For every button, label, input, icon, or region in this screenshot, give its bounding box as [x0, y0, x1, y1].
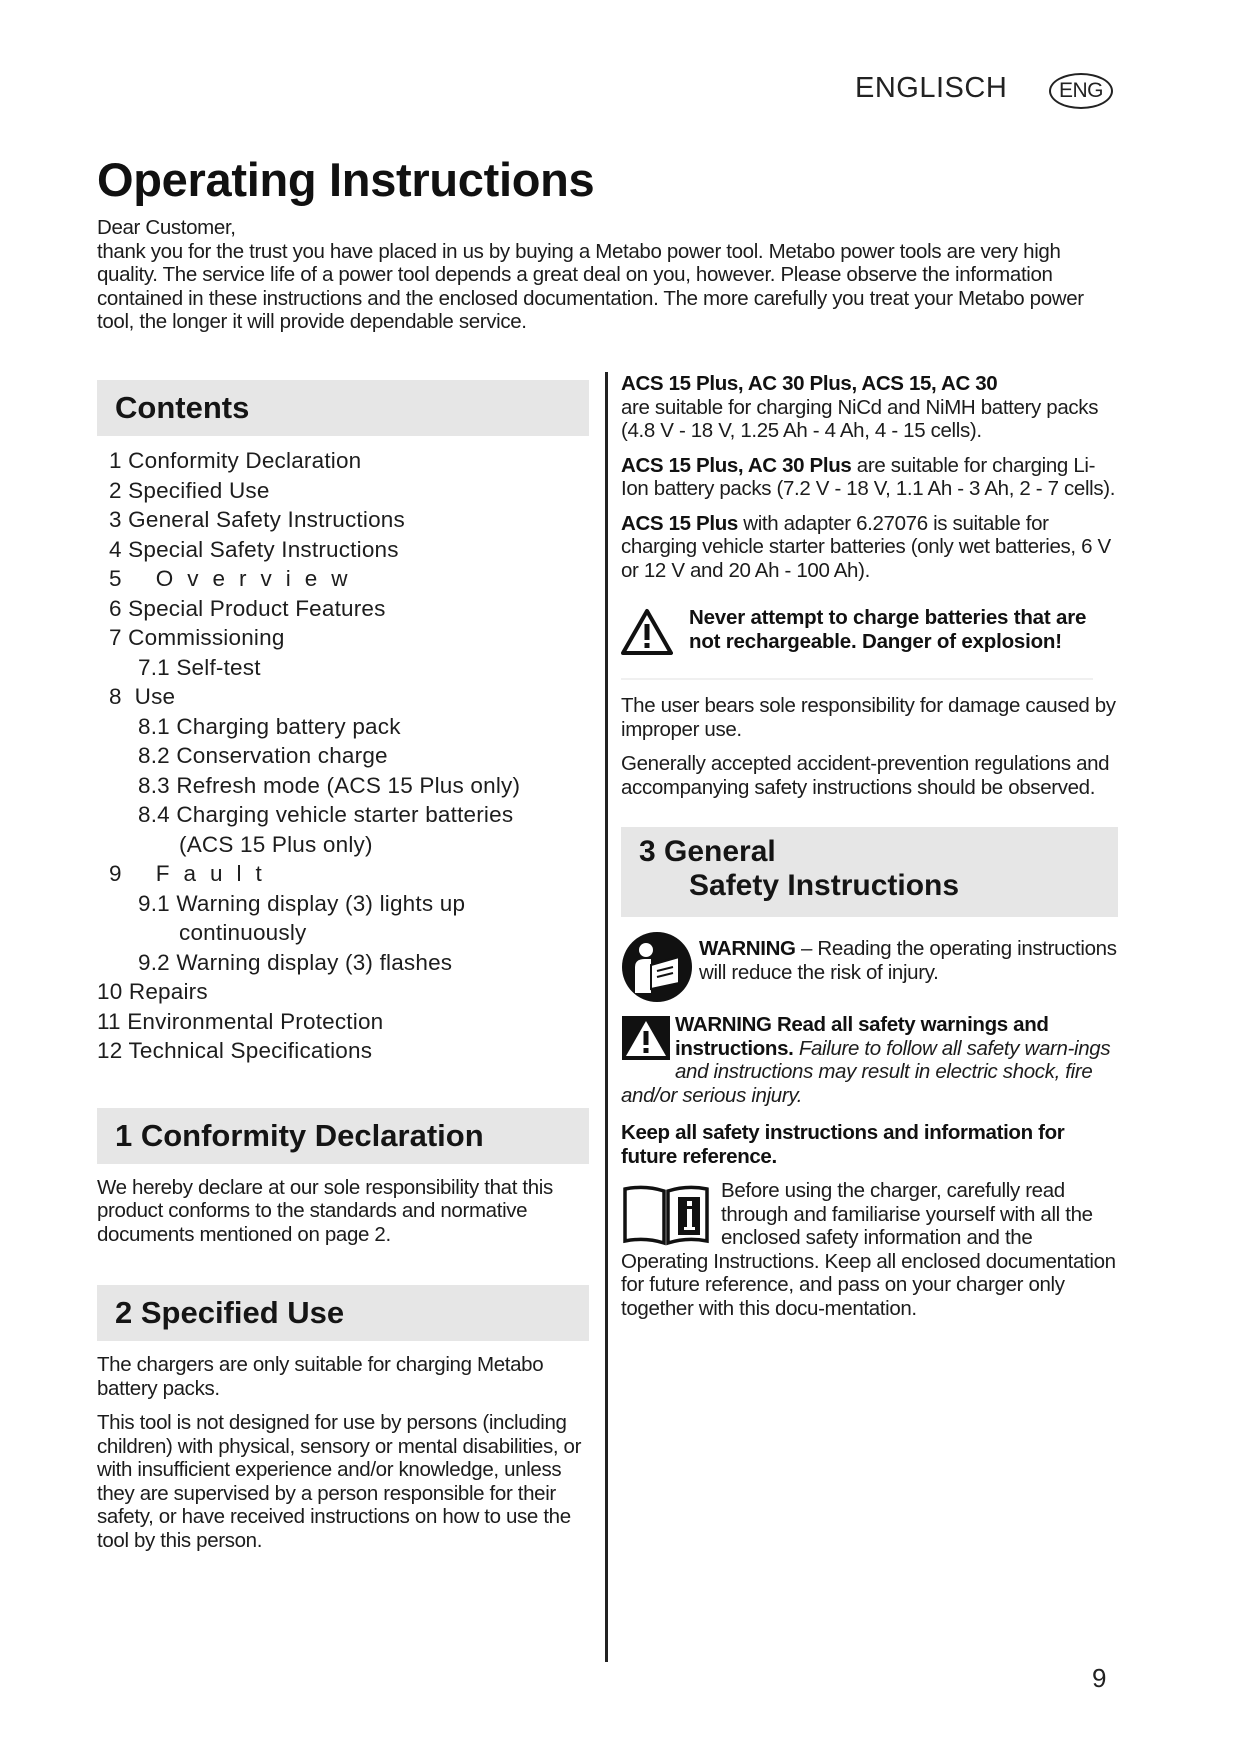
models-all: ACS 15 Plus, AC 30 Plus, ACS 15, AC 30: [621, 372, 998, 395]
language-label: ENGLISCH: [855, 72, 1008, 104]
toc-item: 1 Conformity Declaration: [109, 448, 362, 473]
toc-item: 9.1 Warning display (3) lights up: [138, 890, 466, 916]
models-plus-text: are suitable for charging Li-Ion battery packs (7.2 V - 18 V, 1.1 Ah - 3 Ah, 2 - 7 cells).: [621, 453, 1116, 500]
conformity-text: We hereby declare at our sole responsibility that this product conforms to the standards and normative documents mentioned on page 2.: [97, 1175, 553, 1246]
contents-list: [97, 446, 589, 1066]
read-manual-text: [699, 937, 1118, 984]
before-use-block: [621, 1179, 1118, 1320]
safety-warnings-block: [621, 1013, 1118, 1107]
danger-rule: [621, 678, 1093, 680]
models-plus: ACS 15 Plus, AC 30 Plus: [621, 453, 852, 477]
before-use-text: Before using the charger, carefully read through and familiarise yourself with all the enclosed safety information and the Operating Instructions. Keep all enclosed documentation for future reference, and pass on your charger only together with this docu-mentation.: [621, 1179, 1116, 1320]
safety-warnings-text: [621, 1013, 1118, 1107]
danger-warning: [621, 606, 1118, 656]
intro-body: thank you for the trust you have placed in us by buying a Metabo power tool. Metabo power tools are very high quality. The service life of a power tool depends a great deal on you, however. Please observe the information contained in these instructions and the enclosed documentation. The more carefully you treat your Metabo power tool, the longer it will provide dependable service.: [97, 239, 1084, 333]
right-column: [621, 372, 1118, 1331]
toc-item: 8.3 Refresh mode (ACS 15 Plus only): [138, 772, 521, 798]
toc-item: 7.1 Self-test: [138, 654, 261, 680]
toc-item: 11 Environmental Protection: [97, 1008, 384, 1034]
regulations-text: Generally accepted accident-prevention regulations and accompanying safety instructions should be observed.: [621, 752, 1110, 799]
toc-item: 8 Use: [109, 684, 176, 709]
suitability-nicd: [621, 372, 1118, 443]
page-title: Operating Instructions: [97, 153, 595, 206]
model-acs15plus-text: with adapter 6.27076 is suitable for charging vehicle starter batteries (only wet batteries, 6 V or 12 V and 20 Ah - 100 Ah).: [621, 511, 1111, 582]
language-code-badge: ENG: [1049, 73, 1113, 109]
intro: [97, 216, 1117, 334]
model-acs15plus: ACS 15 Plus: [621, 511, 738, 535]
specified-use-heading: 2 Specified Use: [97, 1285, 589, 1341]
suitability-liion: [621, 454, 1118, 501]
read-manual-icon: [621, 931, 693, 1003]
toc-item: (ACS 15 Plus only): [179, 831, 373, 857]
left-column: [97, 380, 589, 1563]
warning-triangle-icon: [621, 608, 673, 656]
toc-item: 2 Specified Use: [109, 477, 270, 503]
danger-text: Never attempt to charge batteries that are not rechargeable. Danger of explosion!: [689, 606, 1087, 653]
intro-salutation: Dear Customer,: [97, 216, 236, 239]
info-book-icon: [621, 1183, 711, 1247]
toc-item: 3 General Safety Instructions: [109, 507, 405, 532]
specified-use-p1: The chargers are only suitable for charging Metabo battery packs.: [97, 1353, 544, 1400]
toc-item: 8.1 Charging battery pack: [138, 713, 401, 739]
safety-warnings-italic: Failure to follow all safety warn-ings and instructions may result in electric shock, fire and/or serious injury.: [621, 1036, 1111, 1107]
page-number: 9: [1092, 1663, 1107, 1693]
toc-item: 8.4 Charging vehicle starter batteries: [138, 802, 514, 827]
toc-item: 8.2 Conservation charge: [138, 743, 388, 768]
read-manual-warning-body: – Reading the operating instructions will reduce the risk of injury.: [699, 937, 1117, 984]
read-manual-warning: [621, 931, 1118, 1003]
keep-instructions: Keep all safety instructions and information for future reference.: [621, 1121, 1065, 1168]
toc-item: 10 Repairs: [97, 979, 208, 1004]
suitability-starter: [621, 512, 1118, 583]
toc-item: 9.2 Warning display (3) flashes: [138, 949, 453, 975]
safety-warnings-bold: WARNING Read all safety warnings and instructions.: [675, 1013, 1049, 1060]
toc-item: 4 Special Safety Instructions: [109, 536, 399, 562]
toc-item: 6 Special Product Features: [109, 595, 386, 621]
models-all-text: are suitable for charging NiCd and NiMH battery packs (4.8 V - 18 V, 1.25 Ah - 4 Ah, 4 - 15 cells).: [621, 395, 1099, 442]
general-safety-heading-line2: Safety Instructions: [689, 869, 960, 902]
toc-item: continuously: [179, 920, 307, 945]
specified-use-p2: This tool is not designed for use by persons (including children) with physical, sensory or mental disabilities, or with insufficient experience and/or knowledge, unless they are supervised by a person responsible for their safety, or have received instructions on how to use the tool by this person.: [97, 1411, 582, 1552]
toc-item: 7 Commissioning: [109, 625, 285, 650]
responsibility-text: The user bears sole responsibility for damage caused by improper use.: [621, 694, 1116, 741]
general-safety-heading: [621, 827, 1118, 917]
general-safety-heading-line1: 3 General: [639, 835, 776, 868]
conformity-heading: 1 Conformity Declaration: [97, 1108, 589, 1164]
toc-item: 12 Technical Specifications: [97, 1038, 373, 1063]
column-divider: [605, 372, 608, 1662]
read-manual-warning-label: WARNING: [699, 937, 796, 960]
toc-item: 9 Fault: [109, 861, 276, 886]
warning-box-icon: [621, 1015, 671, 1061]
toc-item: 5 Overview: [109, 566, 362, 591]
contents-heading: Contents: [97, 380, 589, 436]
